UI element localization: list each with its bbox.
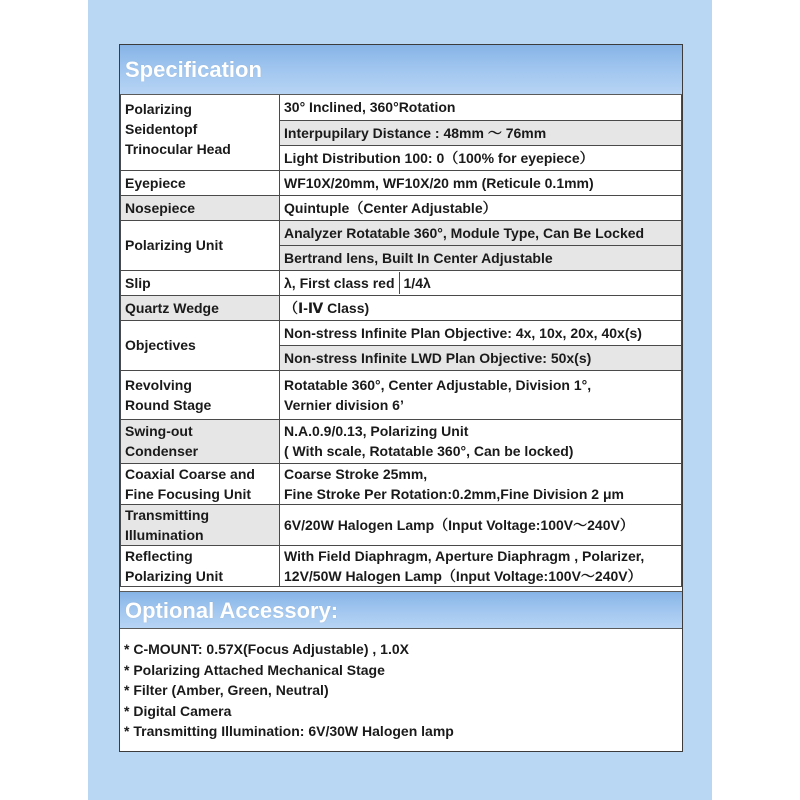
spec-label-objectives: Objectives (121, 320, 280, 370)
table-row (121, 270, 682, 295)
spec-value: 30° Inclined, 360°Rotation (280, 95, 682, 120)
table-row (121, 419, 682, 463)
spec-label-reflecting: Reflecting Polarizing Unit (121, 545, 280, 586)
slip-value-first: λ, First class red (284, 274, 395, 291)
specification-table (120, 95, 682, 587)
spec-value: Quintuple（Center Adjustable） (280, 195, 682, 220)
table-row (121, 295, 682, 320)
table-row (121, 170, 682, 195)
optional-accessory-list (124, 639, 674, 742)
table-row (121, 463, 682, 504)
list-item: * Transmitting Illumination: 6V/30W Halogen lamp (124, 723, 454, 739)
optional-accessory-header: Optional Accessory: (120, 591, 682, 629)
list-item: * C-MOUNT: 0.57X(Focus Adjustable) , 1.0X (124, 641, 409, 657)
table-row (121, 545, 682, 586)
spec-label-eyepiece: Eyepiece (121, 170, 280, 195)
spec-value: Non-stress Infinite LWD Plan Objective: 50x(s) (280, 345, 682, 370)
spec-label-quartz-wedge: Quartz Wedge (121, 295, 280, 320)
spec-value: WF10X/20mm, WF10X/20 mm (Reticule 0.1mm) (280, 170, 682, 195)
spec-label-condenser: Swing-out Condenser (121, 419, 280, 463)
spec-value: （Ⅰ-Ⅳ Class) (280, 295, 682, 320)
spec-value: With Field Diaphragm, Aperture Diaphragm , Polarizer, 12V/50W Halogen Lamp（Input Voltage:100V～240V） (280, 545, 682, 586)
slip-value-second: 1/4λ (399, 272, 431, 294)
spec-value: Bertrand lens, Built In Center Adjustable (280, 245, 682, 270)
spec-label-stage: Revolving Round Stage (121, 370, 280, 419)
spec-label-slip: Slip (121, 270, 280, 295)
spec-value-slip (280, 270, 682, 295)
spec-value: Non-stress Infinite Plan Objective: 4x, 10x, 20x, 40x(s) (280, 320, 682, 345)
spec-value: Interpupilary Distance : 48mm ～ 76mm (280, 120, 682, 145)
table-row (121, 320, 682, 345)
specification-header: Specification (120, 45, 682, 95)
table-row (121, 95, 682, 120)
spec-value: Coarse Stroke 25mm, Fine Stroke Per Rotation:0.2mm,Fine Division 2 μm (280, 463, 682, 504)
spec-value: Rotatable 360°, Center Adjustable, Division 1°, Vernier division 6’ (280, 370, 682, 419)
table-row (121, 370, 682, 419)
list-item: * Filter (Amber, Green, Neutral) (124, 682, 329, 698)
spec-label-focusing: Coaxial Coarse and Fine Focusing Unit (121, 463, 280, 504)
table-row (121, 504, 682, 545)
table-row (121, 220, 682, 245)
list-item: * Polarizing Attached Mechanical Stage (124, 661, 385, 678)
spec-sheet-panel (119, 44, 683, 752)
spec-value: 6V/20W Halogen Lamp（Input Voltage:100V～240V） (280, 504, 682, 545)
spec-value: Analyzer Rotatable 360°, Module Type, Can Be Locked (280, 220, 682, 245)
spec-label-transmitting: Transmitting Illumination (121, 504, 280, 545)
spec-value: N.A.0.9/0.13, Polarizing Unit ( With scale, Rotatable 360°, Can be locked) (280, 419, 682, 463)
spec-value: Light Distribution 100: 0（100% for eyepiece） (280, 145, 682, 170)
list-item: * Digital Camera (124, 702, 232, 719)
table-row (121, 195, 682, 220)
spec-label-head: Polarizing Seidentopf Trinocular Head (121, 95, 280, 170)
spec-label-nosepiece: Nosepiece (121, 195, 280, 220)
spec-label-polarizing-unit: Polarizing Unit (121, 220, 280, 270)
